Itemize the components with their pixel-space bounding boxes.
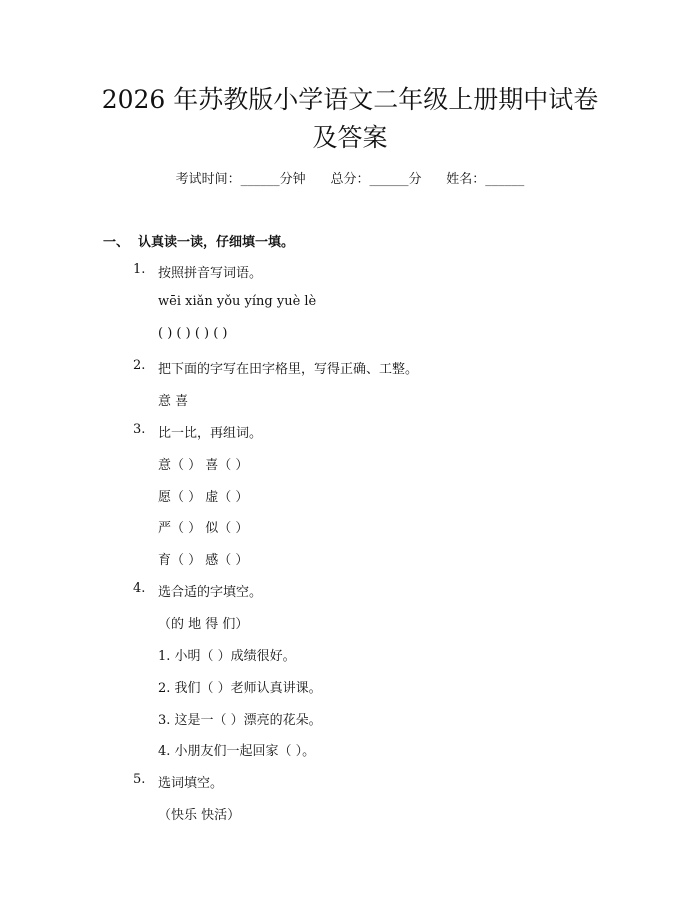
question-number: 4. xyxy=(133,581,146,596)
question-text: 选词填空。 xyxy=(158,776,224,791)
question-text: 选合适的字填空。 xyxy=(158,585,263,600)
question-number: 1. xyxy=(133,262,146,277)
pinyin-line: wēi xiǎn yǒu yíng yuè lè xyxy=(158,294,317,309)
fill-item: 2. 我们（ ）老师认真讲课。 xyxy=(158,681,322,696)
compare-row: 意（ ） 喜（ ） xyxy=(158,458,249,473)
compare-row: 育（ ） 感（ ） xyxy=(158,553,249,568)
fill-item: 3. 这是一（ ）漂亮的花朵。 xyxy=(158,713,322,728)
word-options: （快乐 快活） xyxy=(158,808,241,823)
question-number: 2. xyxy=(133,358,146,373)
word-options: （的 地 得 们） xyxy=(158,617,249,632)
page-title: 2026 年苏教版小学语文二年级上册期中试卷 xyxy=(101,85,599,114)
exam-meta xyxy=(0,168,700,187)
fill-item: 1. 小明（ ）成绩很好。 xyxy=(158,649,296,664)
question-number: 5. xyxy=(133,772,146,787)
page-title-line2: 及答案 xyxy=(312,123,388,152)
section-heading: 一、 认真读一读，仔细填一填。 xyxy=(103,235,295,250)
question-text: 把下面的字写在田字格里，写得正确、工整。 xyxy=(158,362,419,377)
question-text: 比一比，再组词。 xyxy=(158,426,263,441)
compare-row: 严（ ） 似（ ） xyxy=(158,521,249,536)
compare-row: 愿（ ） 虚（ ） xyxy=(158,490,249,505)
question-number: 3. xyxy=(133,422,146,437)
exam-time: 考试时间：______分钟 xyxy=(175,172,306,187)
question-text: 按照拼音写词语。 xyxy=(158,266,263,281)
answer-blanks: ( ) ( ) ( ) ( ) xyxy=(158,326,228,341)
student-name: 姓名：______ xyxy=(446,172,525,187)
total-score: 总分：______分 xyxy=(330,172,422,187)
character-list: 意 喜 xyxy=(158,394,189,409)
fill-item: 4. 小朋友们一起回家（ ）。 xyxy=(158,744,316,759)
